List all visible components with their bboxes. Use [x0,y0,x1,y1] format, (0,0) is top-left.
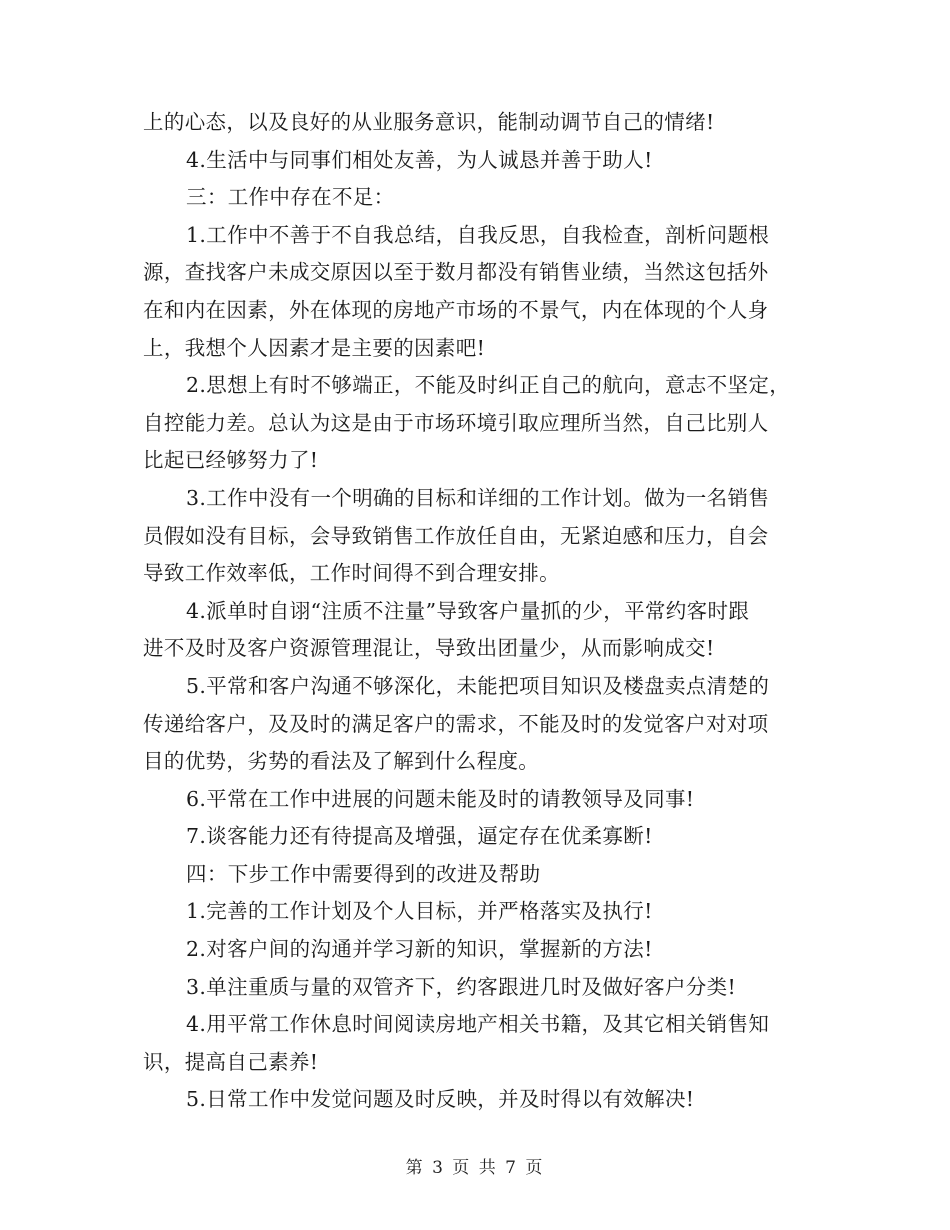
text-line: 比起已经够努力了! [143,448,319,473]
text-line: 进不及时及客户资源管理混让，导致出团量少，从而影响成交! [143,636,715,661]
text-line: 2.对客户间的沟通并学习新的知识，掌握新的方法! [186,937,653,962]
text-line: 3.工作中没有一个明确的目标和详细的工作计划。做为一名销售 [186,485,770,510]
text-line: 3.单注重质与量的双管齐下，约客跟进几时及做好客户分类! [186,974,737,999]
text-line: 4.生活中与同事们相处友善，为人诚恳并善于助人! [186,147,653,172]
text-line: 1.完善的工作计划及个人目标，并严格落实及执行! [186,899,653,924]
text-line: 目的优势，劣势的看法及了解到什么程度。 [143,749,540,774]
document-body [143,104,808,1119]
text-line: 5.日常工作中发觉问题及时反映，并及时得以有效解决! [186,1087,695,1112]
text-line: 传递给客户，及及时的满足客户的需求，不能及时的发觉客户对对项 [143,711,769,736]
text-line: 员假如没有目标，会导致销售工作放任自由，无紧迫感和压力，自会 [143,523,769,548]
text-line: 识，提高自己素养! [143,1049,319,1074]
text-line: 三：工作中存在不足： [186,185,395,210]
text-line: 上的心态，以及良好的从业服务意识，能制动调节自己的情绪! [143,110,715,134]
text-line: 导致工作效率低，工作时间得不到合理安排。 [143,561,560,586]
text-line: 自控能力差。总认为这是由于市场环境引取应理所当然，自己比别人 [143,410,769,435]
text-line: 四：下步工作中需要得到的改进及帮助 [186,861,541,886]
text-line: 5.平常和客户沟通不够深化，未能把项目知识及楼盘卖点清楚的 [186,673,770,698]
text-line: 源，查找客户未成交原因以至于数月都没有销售业绩，当然这包括外 [143,260,769,285]
text-line: 2.思想上有时不够端正，不能及时纠正自己的航向，意志不坚定， [186,373,791,398]
text-line: 6.平常在工作中进展的问题未能及时的请教领导及同事! [186,786,695,811]
text-line: 1.工作中不善于不自我总结，自我反思，自我检查，剖析问题根 [186,222,770,247]
page-footer: 第 3 页 共 7 页 [405,1158,545,1178]
text-line: 4.派单时自诩“注质不注量”导致客户量抓的少，平常约客时跟 [186,598,750,623]
text-line: 7.谈客能力还有待提高及增强，逼定存在优柔寡断! [186,824,653,849]
text-line: 在和内在因素，外在体现的房地产市场的不景气，内在体现的个人身 [143,297,769,322]
text-line: 上，我想个人因素才是主要的因素吧! [143,335,486,360]
text-line: 4.用平常工作休息时间阅读房地产相关书籍，及其它相关销售知 [186,1012,770,1037]
